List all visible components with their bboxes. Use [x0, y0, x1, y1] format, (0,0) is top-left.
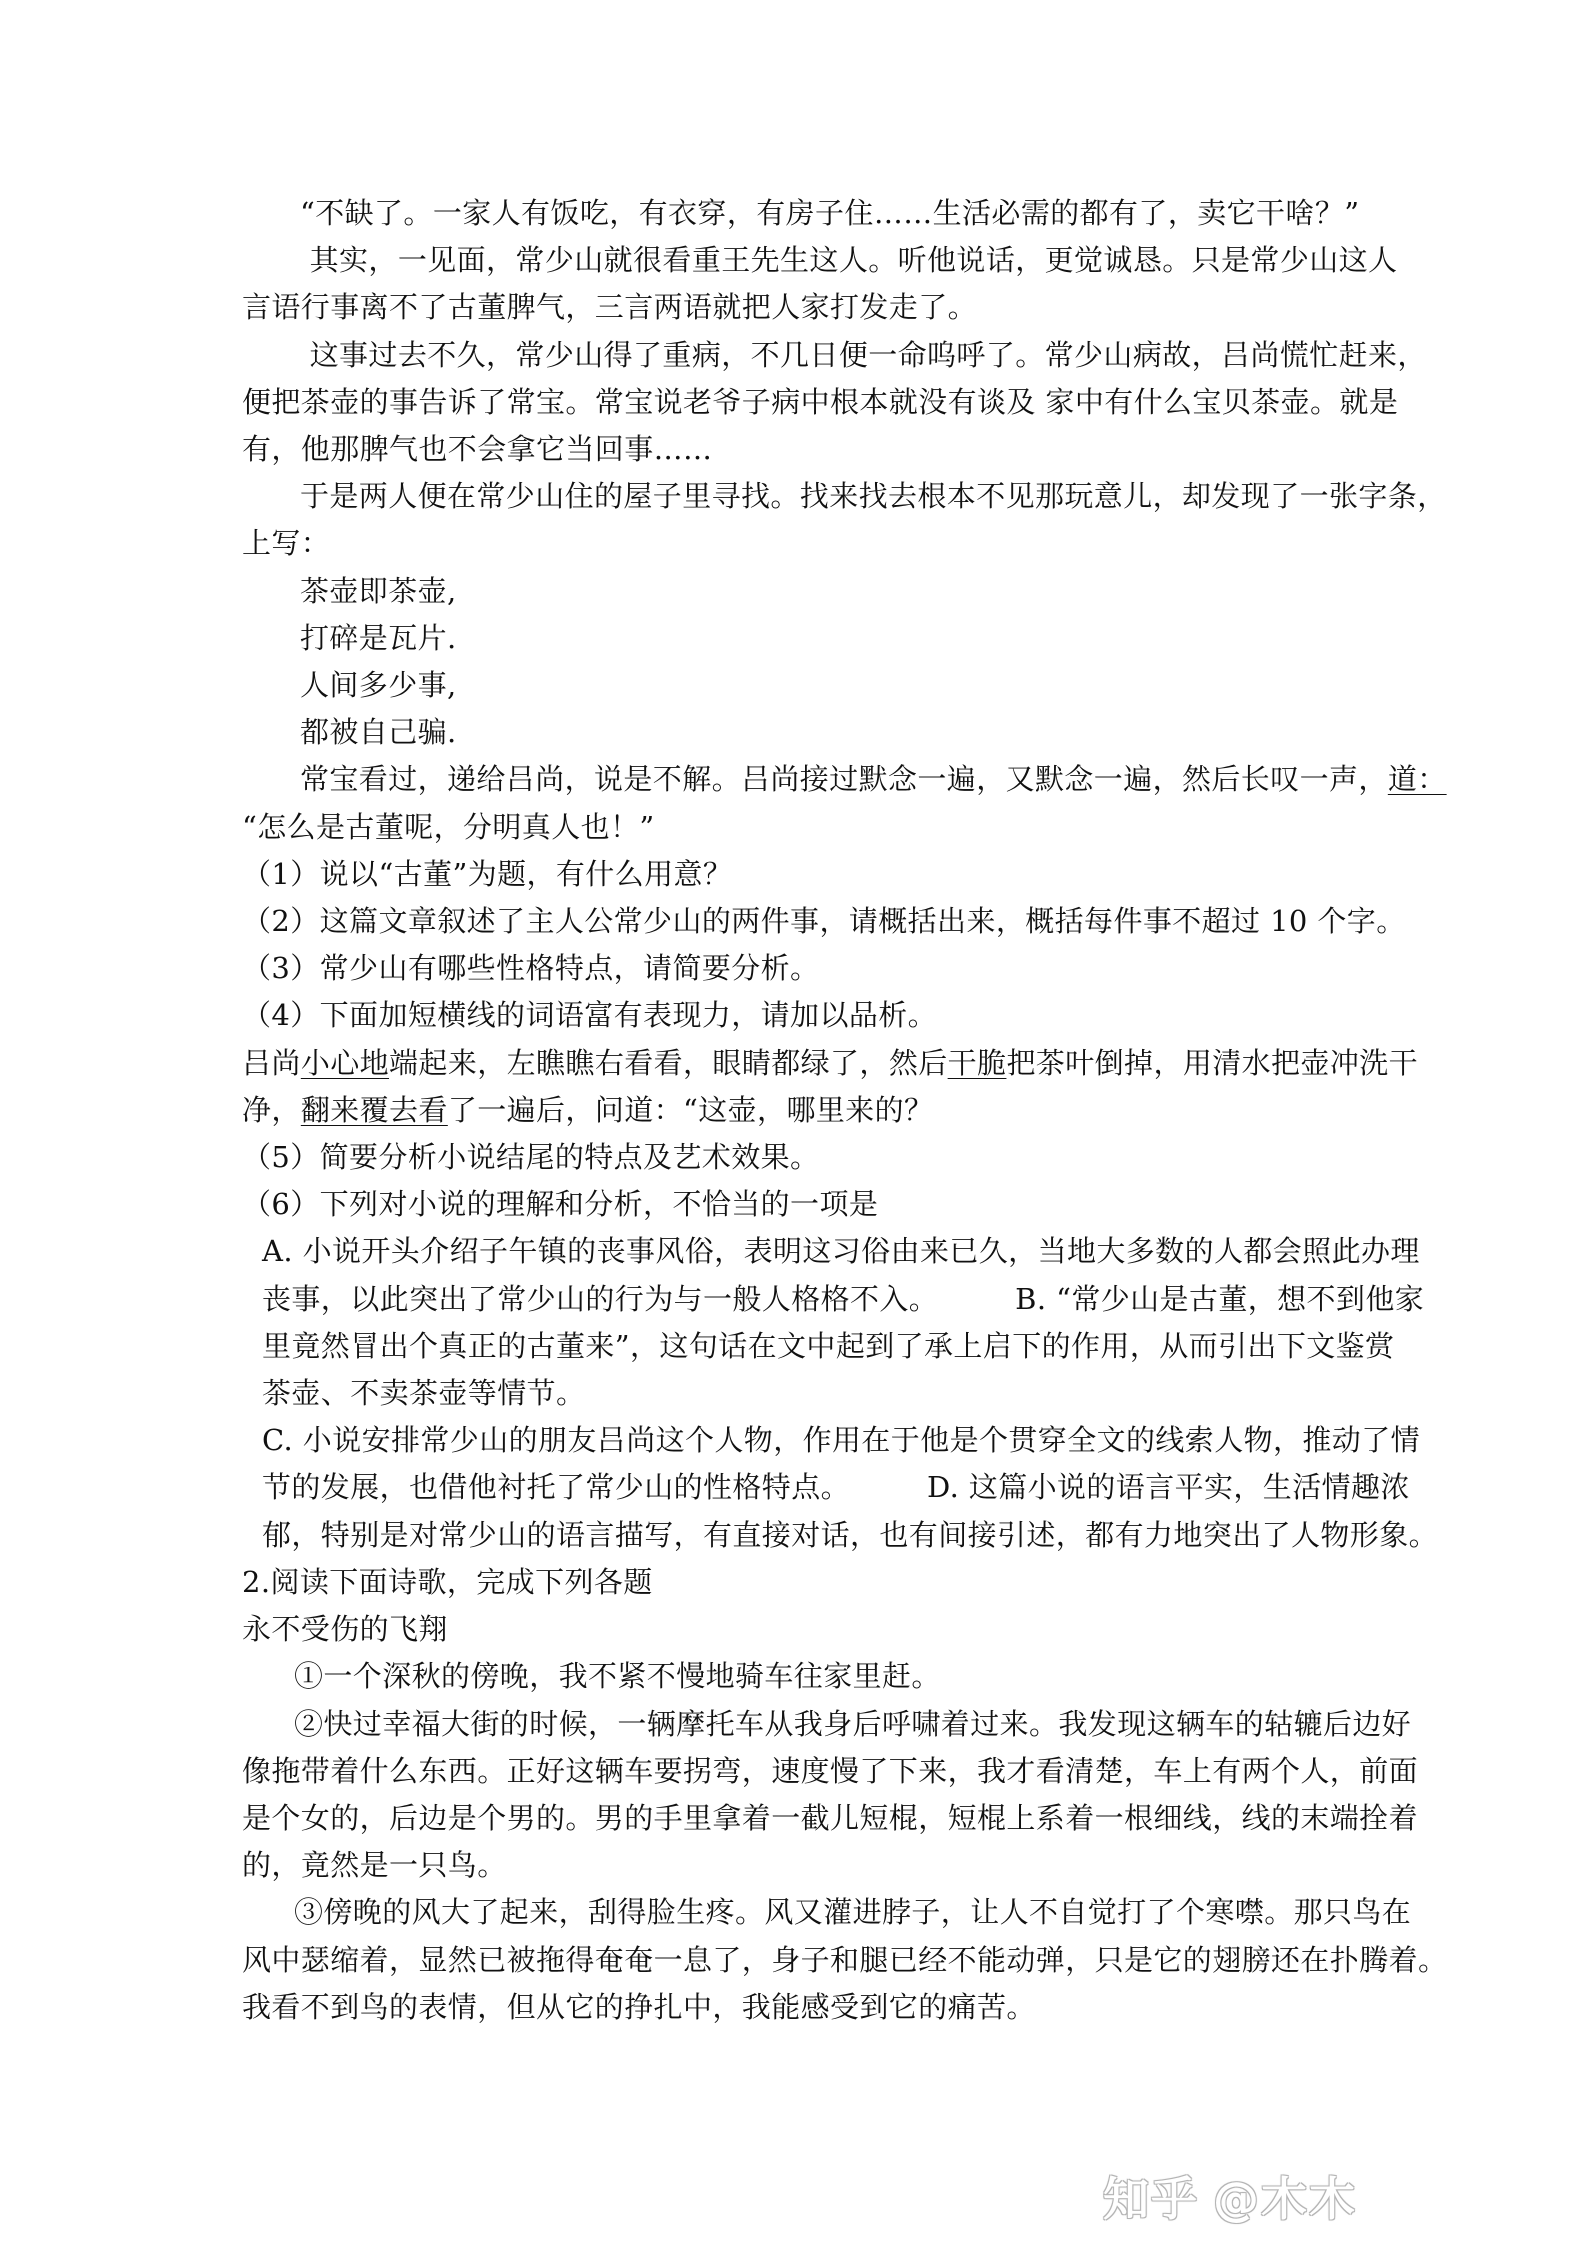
- text-line: [242, 1984, 1357, 2031]
- text-line-content: 常宝看过，递给吕尚，说是不解。吕尚接过默念一遍，又默念一遍，然后长叹一声，: [300, 762, 1388, 797]
- text-line-content: 风中瑟缩着，显然已被拖得奄奄一息了，身子和腿已经不能动弹，只是它的翅膀还在扑腾着。: [242, 1942, 1448, 1977]
- zhihu-watermark: [1103, 2163, 1357, 2229]
- text-line-content: 于是两人便在常少山住的屋子里寻找。找来找去根本不见那玩意儿，却发现了一张字条，: [300, 479, 1447, 514]
- text-line-content: “怎么是古董呢，分明真人也！”: [242, 809, 655, 844]
- text-line: [242, 898, 1406, 945]
- text-line: [242, 190, 1360, 237]
- text-line: [242, 1134, 1357, 1181]
- text-line: [242, 1748, 1419, 1795]
- text-line-content: 丧事，以此突出了常少山的行为与一般人格格不入。 B. “常少山是古董，想不到他家: [262, 1281, 1425, 1316]
- text-line-content: 永不受伤的飞翔: [242, 1612, 448, 1647]
- text-line-underlined-words-1: [242, 1040, 1419, 1087]
- text-line-content: 茶壶、不卖茶壶等情节。: [262, 1376, 586, 1411]
- text-line: [242, 1795, 1419, 1842]
- text-line: [242, 332, 1427, 379]
- text-line-content: 有，他那脾气也不会拿它当回事……: [242, 432, 713, 467]
- underlined-word: 道：: [1387, 762, 1447, 797]
- text-line: [242, 426, 1357, 473]
- underlined-word: 翻来覆去看: [300, 1092, 448, 1127]
- text-line-content: 人间多少事,: [300, 668, 457, 703]
- text-fragment: 把茶叶倒掉，用清水把壶冲洗干: [1006, 1045, 1419, 1080]
- text-line-content: （2）这篇文章叙述了主人公常少山的两件事，请概括出来，概括每件事不超过 10 个字。: [242, 904, 1406, 939]
- text-fragment: 了一遍后，问道：“这壶，哪里来的？: [447, 1092, 934, 1127]
- text-line: [242, 379, 1399, 426]
- text-line: [242, 568, 1357, 615]
- text-line: [242, 1889, 1412, 1936]
- watermark-brand: 知乎: [1103, 2172, 1199, 2226]
- text-line: [242, 1464, 1410, 1511]
- text-line-content: C. 小说安排常少山的朋友吕尚这个人物，作用在于他是个贯穿全文的线索人物，推动了情: [262, 1423, 1420, 1458]
- text-line-content: 里竟然冒出个真正的古董来”，这句话在文中起到了承上启下的作用，从而引出下文鉴赏: [262, 1328, 1395, 1363]
- text-line-content: 的，竟然是一只鸟。: [242, 1848, 507, 1883]
- text-line-content: （5）简要分析小说结尾的特点及艺术效果。: [242, 1140, 820, 1175]
- text-line-underlined-words-2: [242, 1087, 1357, 1134]
- text-block-questions-and-poem: [242, 1134, 1448, 2031]
- text-block-story: [242, 190, 1447, 1040]
- text-line: [242, 615, 1357, 662]
- text-line: [242, 1842, 1357, 1889]
- text-line: [242, 1937, 1448, 1984]
- text-fragment: 吕尚: [242, 1045, 301, 1080]
- text-line-content: 上写：: [242, 526, 331, 561]
- text-line: [242, 1559, 1357, 1606]
- text-line-content: 这事过去不久，常少山得了重病，不几日便一命呜呼了。常少山病故，吕尚慌忙赶来，: [300, 337, 1427, 372]
- text-line: [242, 1606, 1357, 1653]
- text-line-content: “不缺了。一家人有饭吃，有衣穿，有房子住……生活必需的都有了，卖它干啥？”: [300, 196, 1360, 230]
- text-line: [242, 1701, 1412, 1748]
- text-line-content: 其实，一见面，常少山就很看重王先生这人。听他说话，更觉诚恳。只是常少山这人: [300, 243, 1398, 278]
- text-line: [242, 1323, 1395, 1370]
- underlined-word: 干脆: [947, 1045, 1007, 1080]
- text-line-content: ②快过幸福大街的时候，一辆摩托车从我身后呼啸着过来。我发现这辆车的轱辘后边好: [294, 1706, 1412, 1741]
- text-line: [242, 1653, 1357, 1700]
- text-line-content: 像拖带着什么东西。正好这辆车要拐弯，速度慢了下来，我才看清楚，车上有两个人，前面: [242, 1753, 1419, 1788]
- document-page: [242, 190, 1448, 2031]
- text-line-content: 言语行事离不了古董脾气，三言两语就把人家打发走了。: [242, 290, 978, 325]
- text-line-content: 郁，特别是对常少山的语言描写，有直接对话，也有间接引述，都有力地突出了人物形象。: [262, 1517, 1439, 1552]
- text-fragment: 净，: [242, 1092, 301, 1127]
- watermark-author: @木木: [1213, 2172, 1357, 2226]
- text-line: [242, 1181, 1357, 1228]
- text-line-content: （3）常少山有哪些性格特点，请简要分析。: [242, 951, 820, 986]
- text-line: [242, 1276, 1425, 1323]
- text-line-content: 茶壶即茶壶,: [300, 573, 457, 608]
- text-line: [242, 1370, 1357, 1417]
- text-line: [242, 1417, 1420, 1464]
- text-line: [242, 473, 1447, 520]
- text-line: [242, 945, 1357, 992]
- text-line-content: 便把茶壶的事告诉了常宝。常宝说老爷子病中根本就没有谈及 家中有什么宝贝茶壶。就是: [242, 384, 1399, 419]
- underlined-word: 小心地: [300, 1045, 390, 1080]
- text-line: [242, 662, 1357, 709]
- text-line-content: ①一个深秋的傍晚，我不紧不慢地骑车往家里赶。: [294, 1659, 941, 1694]
- text-line: [242, 804, 1357, 851]
- text-line: [242, 756, 1447, 803]
- text-line: [242, 1228, 1420, 1275]
- text-line: [242, 1512, 1439, 1559]
- text-line-content: （4）下面加短横线的词语富有表现力，请加以品析。: [242, 998, 938, 1033]
- text-line-content: ③傍晚的风大了起来，刮得脸生疼。风又灌进脖子，让人不自觉打了个寒噤。那只鸟在: [294, 1895, 1412, 1930]
- text-line-content: 是个女的，后边是个男的。男的手里拿着一截儿短棍，短棍上系着一根细线，线的末端拴着: [242, 1800, 1419, 1835]
- text-line: [242, 284, 1357, 331]
- text-line-content: 节的发展，也借他衬托了常少山的性格特点。 D. 这篇小说的语言平实，生活情趣浓: [262, 1470, 1410, 1505]
- text-line-content: （1）说以“古董”为题，有什么用意？: [242, 856, 733, 891]
- text-line-content: （6）下列对小说的理解和分析，不恰当的一项是: [242, 1187, 879, 1222]
- text-line-content: A. 小说开头介绍子午镇的丧事风俗，表明这习俗由来已久，当地大多数的人都会照此办理: [262, 1234, 1420, 1269]
- text-line: [242, 520, 1357, 567]
- text-fragment: 端起来，左瞧瞧右看看，眼睛都绿了，然后: [389, 1045, 948, 1080]
- text-line: [242, 992, 1357, 1039]
- text-line-content: 2.阅读下面诗歌，完成下列各题: [242, 1564, 653, 1599]
- text-line: [242, 851, 1357, 898]
- text-line-content: 都被自己骗.: [300, 715, 457, 750]
- text-line-content: 打碎是瓦片.: [300, 620, 457, 655]
- text-line: [242, 237, 1398, 284]
- text-line: [242, 709, 1357, 756]
- text-line-content: 我看不到鸟的表情，但从它的挣扎中，我能感受到它的痛苦。: [242, 1989, 1036, 2024]
